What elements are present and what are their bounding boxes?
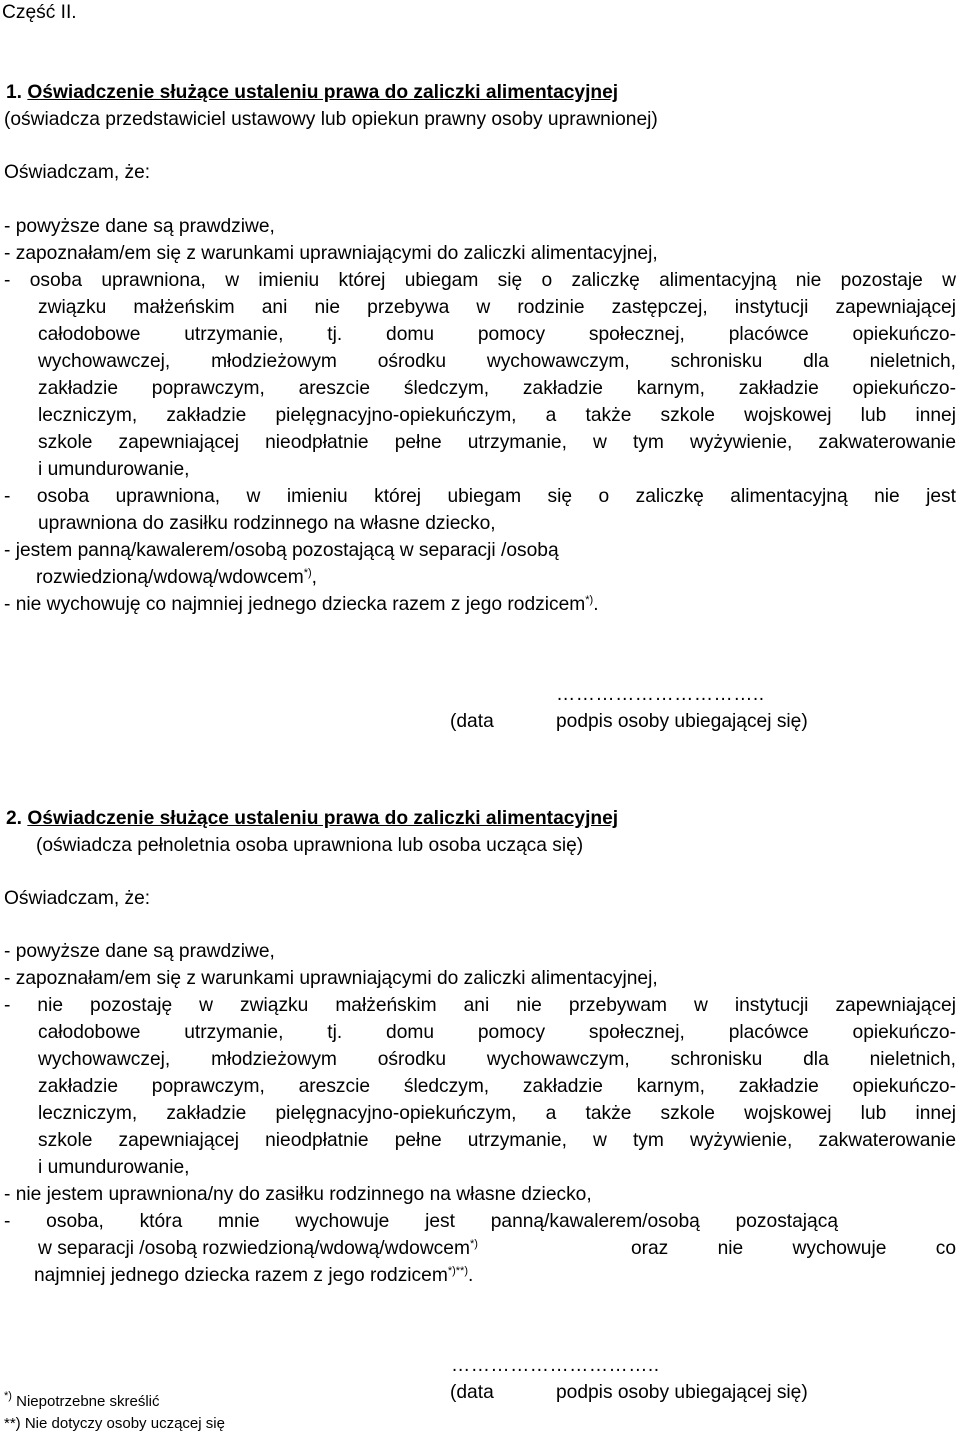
signature-line: ………………………….. [451,1355,660,1376]
section2-line: całodobowe utrzymanie, tj. domu pomocy społecznej, placówce opiekuńczo- [38,1022,956,1043]
section1-line: szkole zapewniającej nieodpłatnie pełne utrzymanie, w tym wyżywienie, zakwaterowanie [38,432,956,453]
section1-title: Oświadczenie służące ustaleniu prawa do zaliczki alimentacyjnej [27,82,619,103]
section1-line: całodobowe utrzymanie, tj. domu pomocy społecznej, placówce opiekuńczo- [38,324,956,345]
footnote-marker: *) [4,1390,12,1402]
section2-subtitle: (oświadcza pełnoletnia osoba uprawniona lub osoba ucząca się) [36,835,584,856]
section1-item: - powyższe dane są prawdziwe, [4,216,275,237]
section2-line: leczniczym, zakładzie pielęgnacyjno-opiekuńczym, a także szkole wojskowej lub innej [38,1103,956,1124]
section2-line: zakładzie poprawczym, areszcie śledczym, zakładzie karnym, zakładzie opiekuńczo- [38,1076,956,1097]
section2-text: oraz nie wychowuje co [630,1238,956,1259]
footnote-marker: *) [303,567,312,579]
section1-text: , [311,567,317,588]
section1-intro: Oświadczam, że: [4,162,151,183]
section2-item: - nie pozostaję w związku małżeńskim ani nie przebywam w instytucji zapewniającej [4,995,956,1016]
section1-item: - jestem panną/kawalerem/osobą pozostającą w separacji /osobą [4,540,559,561]
section2-number: 2. [6,808,23,829]
section1-line: uprawniona do zasiłku rodzinnego na własne dziecko, [38,513,496,534]
section2-line: wychowawczej, młodzieżowym ośrodku wychowawczym, schronisku dla nieletnich, [38,1049,956,1070]
footnote-marker: *) [585,594,594,606]
signature-label: podpis osoby ubiegającej się) [556,1382,808,1403]
signature-label: podpis osoby ubiegającej się) [556,711,808,732]
footnote-2: **) Nie dotyczy osoby uczącej się [4,1415,225,1432]
section1-item: - osoba uprawniona, w imieniu której ubiegam się o zaliczkę alimentacyjną nie pozostaje w [4,270,956,291]
section2-item: - zapoznałam/em się z warunkami uprawniającymi do zaliczki alimentacyjnej, [4,968,658,989]
section2-line [38,1236,956,1263]
section1-line: związku małżeńskim ani nie przebywa w rodzinie zastępczej, instytucji zapewniającej [38,297,956,318]
footnote-1 [4,1392,160,1412]
part-heading: Część II. [2,2,77,23]
signature-date-label: (data [450,711,494,732]
section2-item: - powyższe dane są prawdziwe, [4,941,275,962]
section1-text: rozwiedzioną/wdową/wdowcem [36,567,304,588]
footnote-text: Niepotrzebne skreślić [11,1393,160,1410]
section1-heading [6,80,618,107]
section1-number: 1. [6,82,23,103]
section2-item: - nie jestem uprawniona/ny do zasiłku rodzinnego na własne dziecko, [4,1184,592,1205]
section2-title: Oświadczenie służące ustaleniu prawa do zaliczki alimentacyjnej [27,808,619,829]
footnote-marker: *)**) [447,1265,468,1277]
section1-subtitle: (oświadcza przedstawiciel ustawowy lub opiekun prawny osoby uprawnionej) [4,109,658,130]
section1-item [4,592,599,619]
section1-item: - zapoznałam/em się z warunkami uprawniającymi do zaliczki alimentacyjnej, [4,243,658,264]
section1-line: i umundurowanie, [38,459,190,480]
footnote-marker: *) [469,1238,478,1250]
section2-text: najmniej jednego dziecka razem z jego rodzicem [34,1265,448,1286]
section2-line [34,1263,473,1290]
section1-line: leczniczym, zakładzie pielęgnacyjno-opiekuńczym, a także szkole wojskowej lub innej [38,405,956,426]
section2-line: i umundurowanie, [38,1157,190,1178]
signature-date-label: (data [450,1382,494,1403]
section1-line [36,565,317,592]
section1-text: . [593,594,599,615]
section2-line: szkole zapewniającej nieodpłatnie pełne utrzymanie, w tym wyżywienie, zakwaterowanie [38,1130,956,1151]
section1-line: wychowawczej, młodzieżowym ośrodku wychowawczym, schronisku dla nieletnich, [38,351,956,372]
section1-item: - osoba uprawniona, w imieniu której ubiegam się o zaliczkę alimentacyjną nie jest [4,486,956,507]
section2-heading [6,806,618,833]
section2-item: - osoba, która mnie wychowuje jest panną/kawalerem/osobą pozostającą [4,1211,838,1232]
section2-text: . [467,1265,474,1286]
section1-line: zakładzie poprawczym, areszcie śledczym, zakładzie karnym, zakładzie opiekuńczo- [38,378,956,399]
section2-intro: Oświadczam, że: [4,888,151,909]
signature-line: ………………………….. [556,684,765,705]
section1-text: - nie wychowuję co najmniej jednego dziecka razem z jego rodzicem [4,594,586,615]
section2-text: w separacji /osobą rozwiedzioną/wdową/wdowcem [38,1238,470,1259]
